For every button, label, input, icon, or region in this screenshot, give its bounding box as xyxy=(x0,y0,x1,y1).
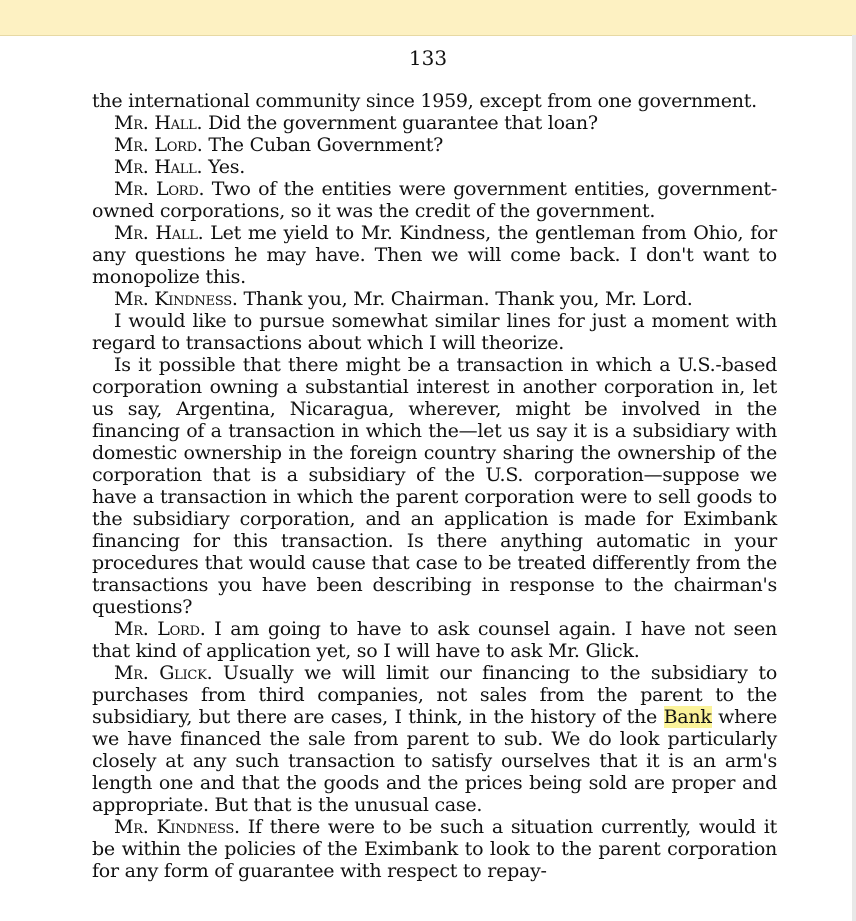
speaker-name: Mr. Glick. xyxy=(114,662,213,684)
paragraph-text: Yes. xyxy=(202,156,246,178)
paragraph-text: where we have financed the sale from parent to sub. We do look particularly closely at any such transaction to satisfy ourselves that it is an arm's length one and that the goods and the prices being sold are proper and appropriate. But that is the unusual case. xyxy=(92,706,777,816)
speaker-name: Mr. Lord. xyxy=(114,178,205,200)
speaker-name: Mr. Hall. xyxy=(114,112,203,134)
paragraph xyxy=(92,156,777,178)
paragraph: I would like to pursue somewhat similar lines for just a moment with regard to transactions about which I will theorize. xyxy=(92,310,777,354)
speaker-name: Mr. Hall. xyxy=(114,156,203,178)
speaker-name: Mr. Lord. xyxy=(114,618,206,640)
paragraph-text: Let me yield to Mr. Kindness, the gentleman from Ohio, for any questions he may have. Then we will come back. I don't want to monopolize this. xyxy=(92,222,778,288)
speaker-name: Mr. Kindness. xyxy=(114,816,240,838)
page-number: 133 xyxy=(408,46,448,70)
speaker-name: Mr. Lord. xyxy=(114,134,203,156)
paragraph: the international community since 1959, except from one government. xyxy=(92,90,757,112)
paragraph xyxy=(92,288,777,310)
paragraph-text: If there were to be such a situation currently, would it be within the policies of the Eximbank to look to the parent corporation for any form of guarantee with respect to repay- xyxy=(92,816,777,882)
paragraph xyxy=(92,816,777,882)
paragraph-text: I am going to have to ask counsel again. I have not seen that kind of application yet, so I will have to ask Mr. Glick. xyxy=(92,618,777,662)
viewer-top-bar xyxy=(0,0,856,36)
paragraph xyxy=(92,134,777,156)
search-highlight: Bank xyxy=(663,706,712,728)
speaker-name: Mr. Hall. xyxy=(114,222,204,244)
paragraph-text: Did the government guarantee that loan? xyxy=(202,112,598,134)
paragraph-text: Thank you, Mr. Chairman. Thank you, Mr. Lord. xyxy=(237,288,693,310)
paragraph: Is it possible that there might be a transaction in which a U.S.-based corporation owning a substantial interest in another corporation in, let us say, Argentina, Nicaragua, wherever, might be involved in the financing of a transaction in which the—let us say it is a subsidiary with domestic ownership in the foreign country sharing the ownership of the corporation that is a subsidiary of the U.S. corporation—suppose we have a transaction in which the parent corporation were to sell goods to the subsidiary corporation, and an application is made for Eximbank financing for this transaction. Is there anything automatic in your procedures that would cause that case to be treated differently from the transactions you have been describing in response to the chairman's questions? xyxy=(92,354,777,618)
paragraph xyxy=(92,662,777,816)
page-body xyxy=(92,90,777,882)
paragraph xyxy=(92,112,777,134)
speaker-name: Mr. Kindness. xyxy=(114,288,238,310)
paragraph xyxy=(92,618,777,662)
paragraph xyxy=(92,222,777,288)
paragraph xyxy=(92,178,777,222)
paragraph-text: The Cuban Government? xyxy=(202,134,444,156)
paragraph-text: Two of the entities were government entities, government-owned corporations, so it was the credit of the government. xyxy=(92,178,777,222)
paragraph-text: Usually we will limit our financing to the subsidiary to purchases from third companies, not sales from the parent to the subsidiary, but there are cases, I think, in the history of the xyxy=(92,662,778,728)
page-right-edge xyxy=(852,35,856,921)
